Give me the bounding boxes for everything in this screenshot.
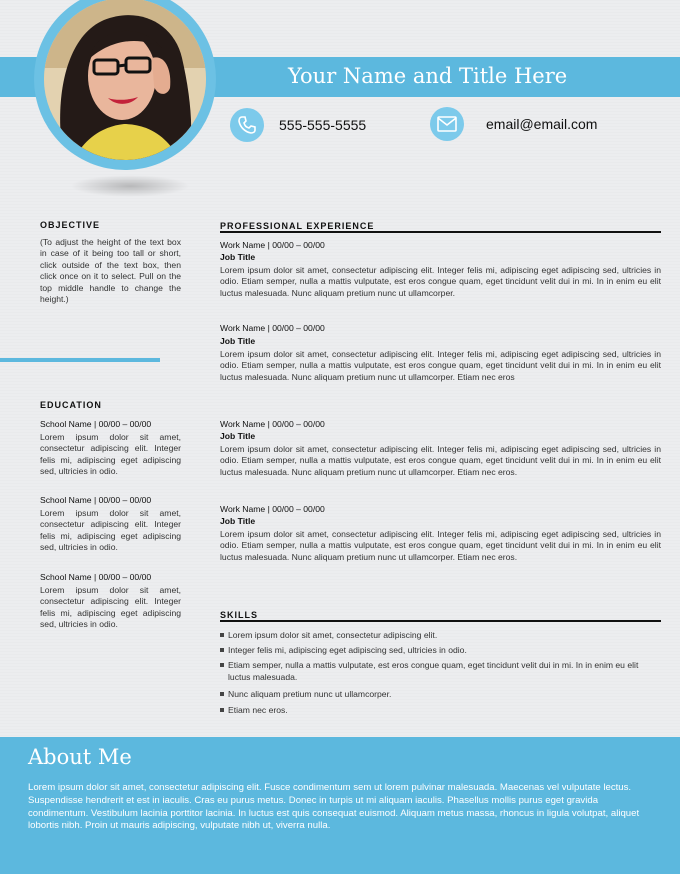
- skill-item: Nunc aliquam pretium nunc ut ullamcorper.: [220, 688, 661, 700]
- education-school: School Name | 00/00 – 00/00: [40, 495, 152, 505]
- job-title: Job Title: [220, 516, 256, 526]
- job-title: Job Title: [220, 431, 256, 441]
- objective-heading: OBJECTIVE: [40, 220, 101, 230]
- photo-shadow: [70, 175, 190, 197]
- bullet-icon: [220, 648, 224, 652]
- job-title: Job Title: [220, 336, 256, 346]
- email-address: email@email.com: [486, 116, 598, 132]
- education-school: School Name | 00/00 – 00/00: [40, 572, 152, 582]
- job-description: Lorem ipsum dolor sit amet, consectetur adipiscing elit. Integer felis mi, adipiscing eget adipiscing sed, ultricies in odio. Etiam semper, nulla a mattis vulputate, est eros congue quam, eget tincidunt velit dui in mi. In in enim eu elit luctus malesuada. Nunc aliquam pretium nunc ut ullamcorper. Etiam nec eros.: [220, 444, 661, 477]
- education-text: Lorem ipsum dolor sit amet, consectetur adipiscing elit. Integer felis mi, adipiscing eget adipiscing sed, ultricies in odio.: [40, 432, 181, 477]
- about-heading: About Me: [28, 745, 132, 769]
- left-divider: [0, 358, 160, 362]
- skill-item: Lorem ipsum dolor sit amet, consectetur adipiscing elit.: [220, 629, 661, 641]
- skill-item: Integer felis mi, adipiscing eget adipiscing sed, ultricies in odio.: [220, 644, 661, 656]
- work-name: Work Name | 00/00 – 00/00: [220, 240, 325, 250]
- work-name: Work Name | 00/00 – 00/00: [220, 419, 325, 429]
- job-description: Lorem ipsum dolor sit amet, consectetur adipiscing elit. Integer felis mi, adipiscing eget adipiscing sed, ultricies in odio. Etiam semper, nulla a mattis vulputate, est eros congue quam, eget tincidunt velit dui in mi. In in enim eu elit luctus malesuada. Nunc aliquam pretium nunc ut ullamcorper. Etiam nec eros: [220, 349, 661, 382]
- skill-item: Etiam nec eros.: [220, 704, 661, 716]
- skill-item: Etiam semper, nulla a mattis vulputate, est eros congue quam, eget tincidunt velit dui in mi. In in enim eu elit luctus malesuada.: [220, 659, 661, 683]
- experience-heading: PROFESSIONAL EXPERIENCE: [220, 221, 375, 231]
- work-name: Work Name | 00/00 – 00/00: [220, 504, 325, 514]
- about-text: Lorem ipsum dolor sit amet, consectetur adipiscing elit. Fusce condimentum sem ut lorem pulvinar malesuada. Maecenas vel vulputate lectus. Suspendisse hendrerit et est in iaculis. Cras eu purus metus. Donec in turpis ut mi aliquam iaculis. Phasellus mollis purus eget gravida condimentum. Vestibulum lacinia porttitor lacinia. In luctus est quis consequat euismod. Aliquam metus massa, rhoncus in ligula volutpat, aliquet lobortis nibh. Proin ut mauris adipiscing, vulputate nibh ut, viverra nulla.: [28, 782, 640, 832]
- phone-icon: [230, 108, 264, 142]
- job-description: Lorem ipsum dolor sit amet, consectetur adipiscing elit. Integer felis mi, adipiscing eget adipiscing sed, ultricies in odio. Etiam semper, nulla a mattis vulputate, est eros congue quam, eget tincidunt velit dui in mi. In in enim eu elit luctus malesuada. Nunc aliquam pretium nunc ut ullamcorper.: [220, 265, 661, 298]
- profile-photo: [44, 0, 206, 160]
- education-text: Lorem ipsum dolor sit amet, consectetur adipiscing elit. Integer felis mi, adipiscing eget adipiscing sed, ultricies in odio.: [40, 585, 181, 630]
- phone-number: 555-555-5555: [279, 117, 367, 133]
- skills-heading: SKILLS: [220, 610, 259, 620]
- bullet-icon: [220, 633, 224, 637]
- job-title: Job Title: [220, 252, 256, 262]
- skills-rule: [220, 620, 661, 622]
- bullet-icon: [220, 663, 224, 667]
- work-name: Work Name | 00/00 – 00/00: [220, 323, 325, 333]
- bullet-icon: [220, 692, 224, 696]
- education-heading: EDUCATION: [40, 400, 102, 410]
- objective-text: (To adjust the height of the text box in case of it being too tall or short, click outside of the text box, then click once on it to select. Pull on the top middle handle to change the height.): [40, 237, 181, 305]
- education-text: Lorem ipsum dolor sit amet, consectetur adipiscing elit. Integer felis mi, adipiscing eget adipiscing sed, ultricies in odio.: [40, 508, 181, 553]
- education-school: School Name | 00/00 – 00/00: [40, 419, 152, 429]
- job-description: Lorem ipsum dolor sit amet, consectetur adipiscing elit. Integer felis mi, adipiscing eget adipiscing sed, ultricies in odio. Etiam semper, nulla a mattis vulputate, est eros congue quam, eget tincidunt velit dui in mi. In in enim eu elit luctus malesuada. Nunc aliquam pretium nunc ut ullamcorper. Etiam nec eros.: [220, 529, 661, 562]
- name-title: Your Name and Title Here: [288, 64, 568, 88]
- bullet-icon: [220, 708, 224, 712]
- portrait-illustration: [44, 0, 206, 160]
- experience-rule: [220, 231, 661, 233]
- envelope-icon: [430, 107, 464, 141]
